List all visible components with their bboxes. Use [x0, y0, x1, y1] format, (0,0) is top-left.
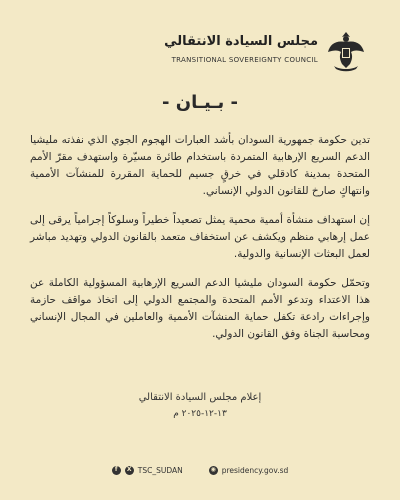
paragraph-1: تدين حكومة جمهورية السودان بأشد العبارات الهجوم الجوي الذي نفذته مليشيا الدعم السريع الإرهابية المتمردة باستخدام طائرة مسيّرة واستهدف مقرّ الأمم المتحدة بمدينة كادقلي في خرقٍ جسيم للحماية المقررة للمنشآت الأممية وانتهاكٍ صارخ للقانون الدولي الإنساني.	[30, 134, 370, 197]
social-handle: TSC_SUDAN	[137, 465, 183, 475]
x-icon: X	[125, 466, 134, 475]
website-link[interactable]	[209, 466, 289, 475]
website-url: presidency.gov.sd	[221, 465, 289, 475]
web-icon: ◉	[210, 466, 216, 473]
paragraph-2: إن استهداف منشأة أممية محمية يمثل تصعيداً خطيراً وسلوكاً إجرامياً يرقى إلى عمل إرهابي منظم ويكشف عن استخفاف متعمد بالقانون الدولي وتهديد مباشر لعمل البعثات الإنسانية والدولية.	[30, 214, 370, 260]
sudan-eagle-emblem-icon	[326, 28, 366, 72]
signature-block	[0, 392, 400, 419]
statement-date: ١٣-١٢-٢٠٢٥ م	[173, 409, 227, 419]
social-link[interactable]	[112, 466, 183, 475]
issuer-name: إعلام مجلس السيادة الانتقالي	[138, 392, 262, 403]
paragraph-3: وتحمّل حكومة السودان مليشيا الدعم السريع الإرهابية المسؤولية الكاملة عن هذا الاعتداء وتدعو الأمم المتحدة والمجتمع الدولي إلى اتخاذ مواقف حازمة وإجراءات رادعة تكفل حماية المنشآت الأممية والعاملين في المجال الإنساني ومحاسبة الجناة وفق القانون الدولي.	[30, 277, 370, 340]
statement-body	[30, 132, 370, 355]
facebook-icon: f	[112, 466, 121, 475]
footer	[0, 462, 400, 478]
org-name-english: TRANSITIONAL SOVEREIGNTY COUNCIL	[171, 56, 318, 64]
statement-title: - بـيـان -	[161, 92, 238, 113]
org-name-arabic: مجلس السيادة الانتقالي	[164, 34, 318, 49]
header	[110, 22, 370, 82]
